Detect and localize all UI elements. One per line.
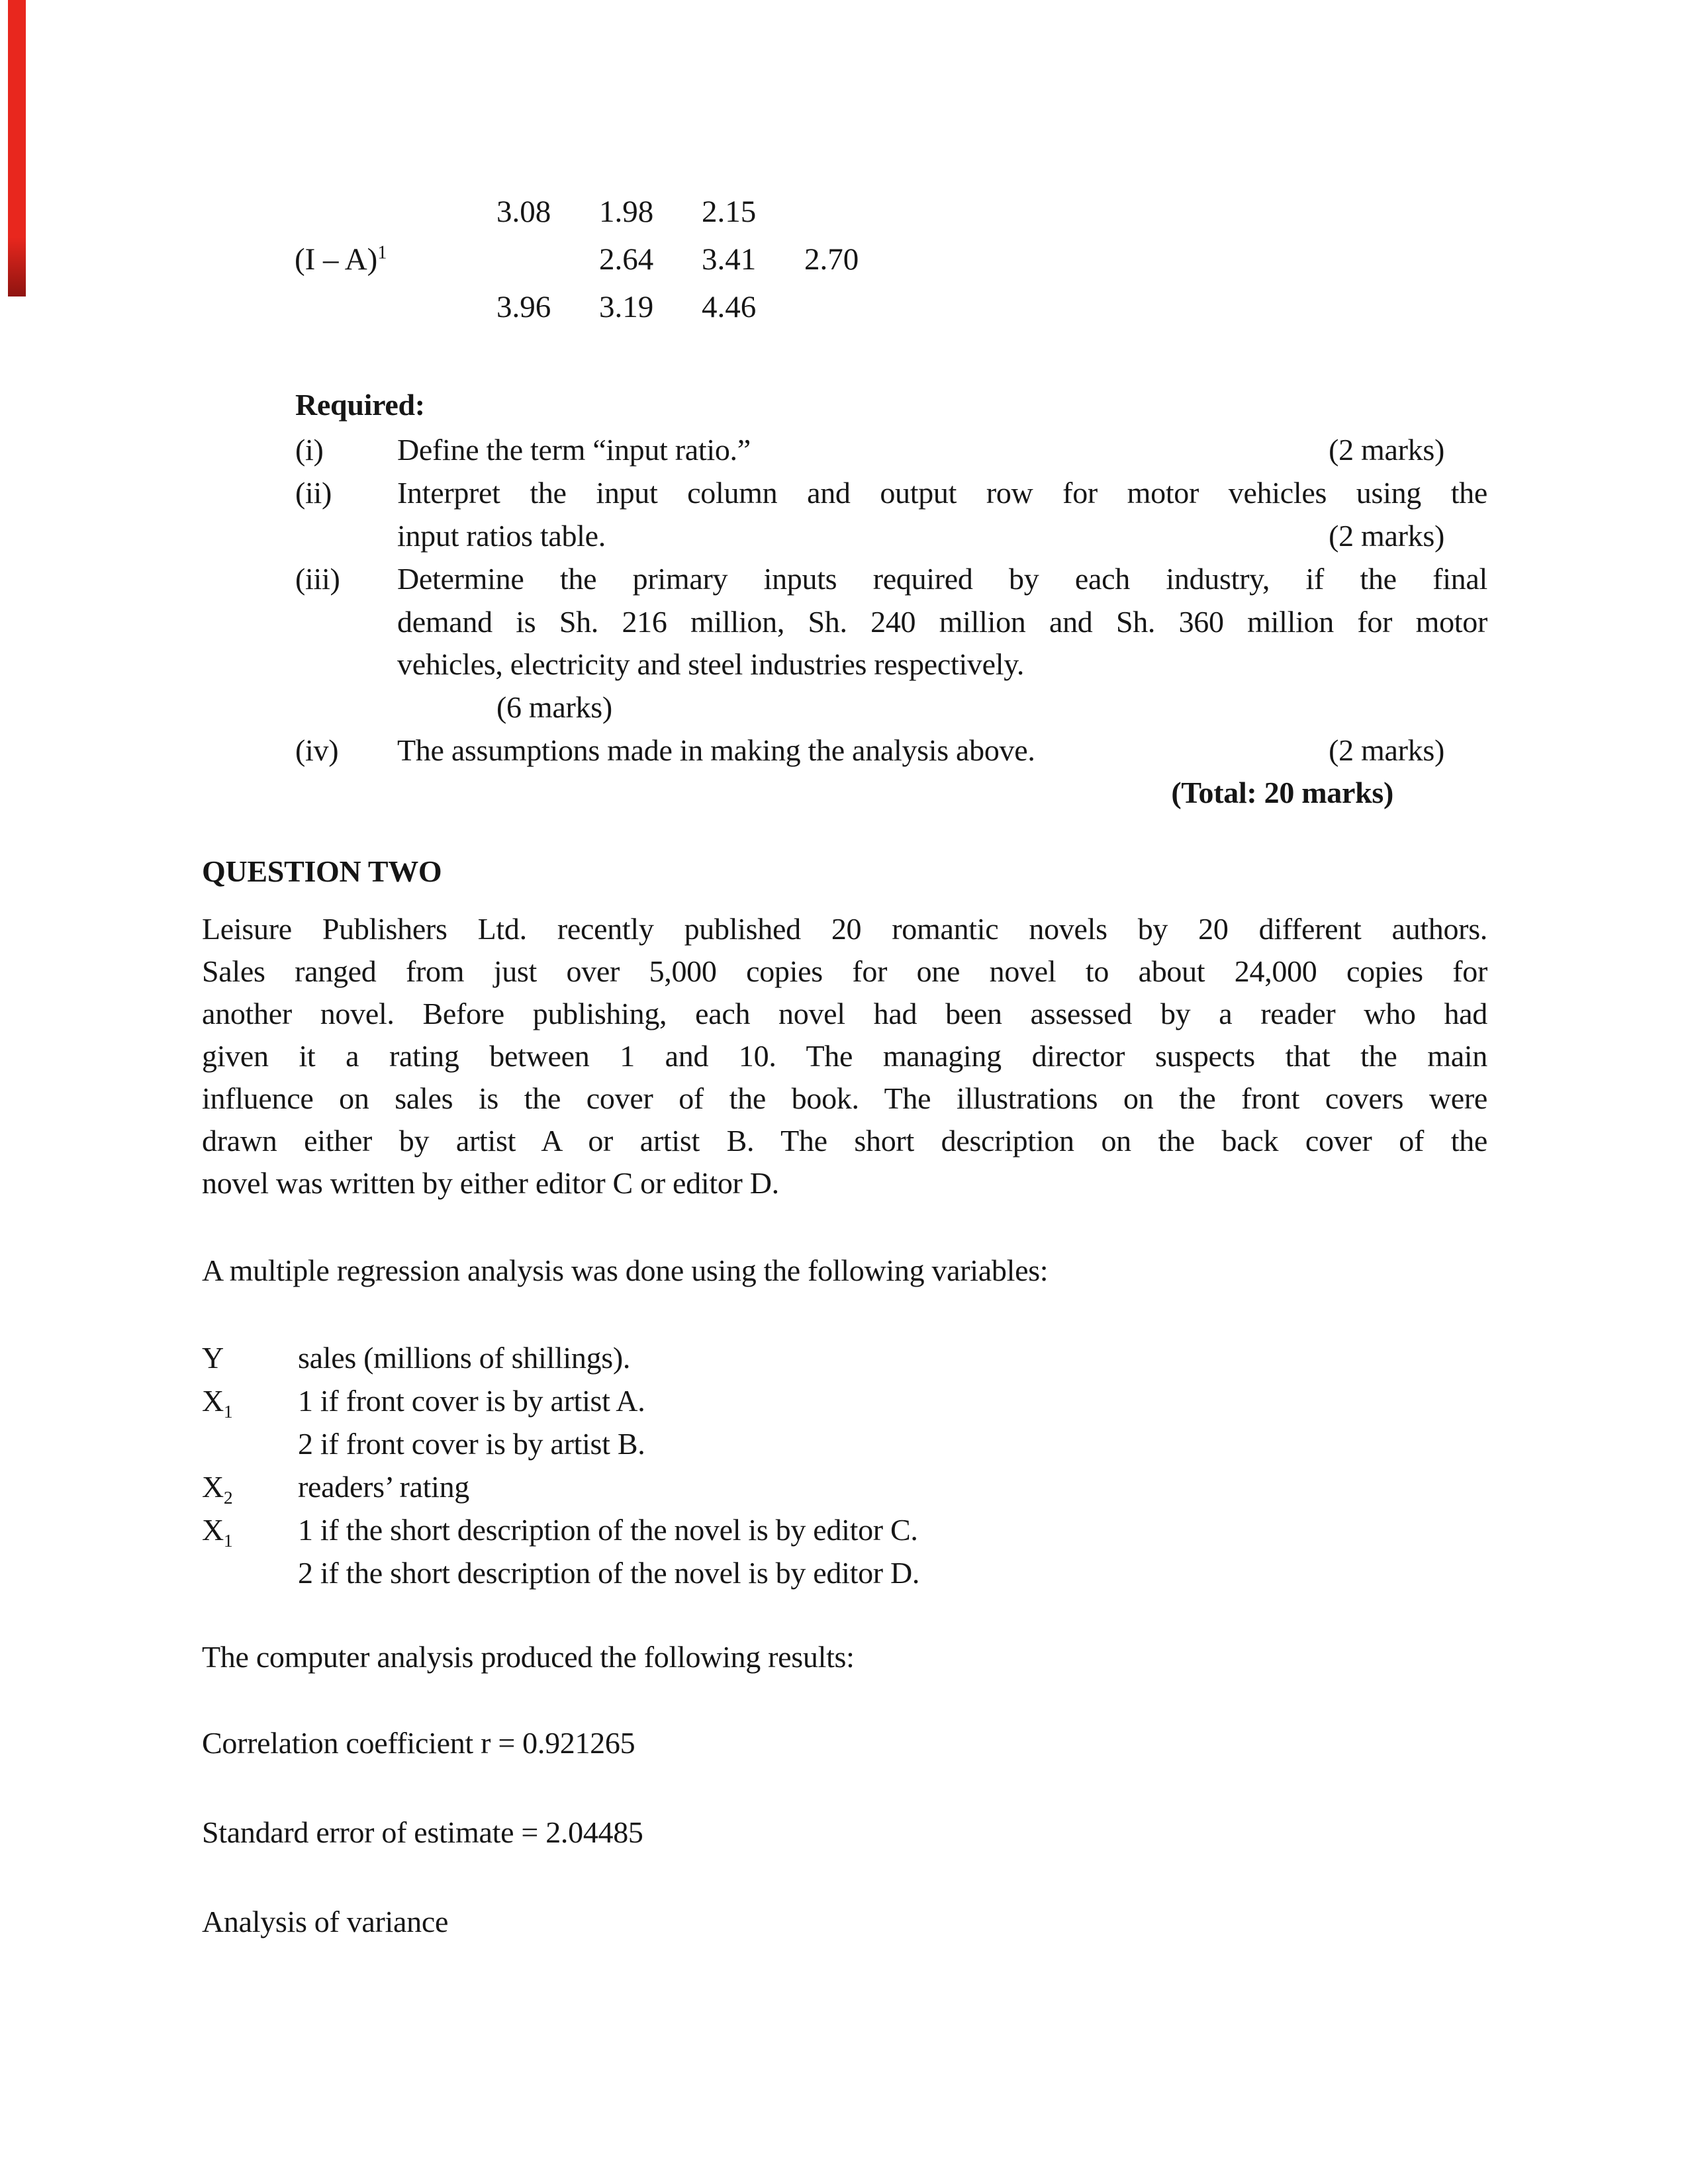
variable-definition: 2 if front cover is by artist B. — [298, 1427, 645, 1461]
variable-symbol: X — [202, 1384, 224, 1418]
variable-definition: 1 if front cover is by artist A. — [298, 1384, 645, 1418]
standard-error: Standard error of estimate = 2.04485 — [202, 1815, 643, 1849]
variable-symbol: X — [202, 1470, 224, 1504]
matrix-cell: 2.64 — [599, 242, 654, 277]
item-line: demand is Sh. 216 million, Sh. 240 million and Sh. 360 million for motor — [397, 605, 1487, 639]
item-number: (i) — [295, 433, 324, 467]
item-number: (ii) — [295, 476, 332, 510]
item-text: Define the term “input ratio.” — [397, 433, 751, 467]
matrix-cell: 3.41 — [702, 242, 757, 277]
question-two-heading: QUESTION TWO — [202, 854, 442, 888]
variable-label — [202, 1380, 232, 1422]
paragraph-line: given it a rating between 1 and 10. The managing director suspects that the main — [202, 1039, 1487, 1073]
marks-label: (2 marks) — [1329, 433, 1444, 467]
regression-intro: A multiple regression analysis was done using the following variables: — [202, 1253, 1049, 1287]
marks-label: (2 marks) — [1329, 519, 1444, 553]
results-intro: The computer analysis produced the following results: — [202, 1640, 855, 1674]
variable-label — [202, 1466, 232, 1508]
variable-definition: sales (millions of shillings). — [298, 1341, 631, 1375]
item-number: (iii) — [295, 562, 340, 596]
matrix-cell: 3.96 — [496, 290, 551, 324]
paragraph-line: Leisure Publishers Ltd. recently published 20 romantic novels by 20 different authors. — [202, 912, 1487, 946]
item-line: Interpret the input column and output row for motor vehicles using the — [397, 476, 1487, 510]
variable-subscript: 1 — [223, 1401, 233, 1422]
matrix-cell: 3.19 — [599, 290, 654, 324]
item-line — [397, 429, 1487, 471]
paragraph-line: novel was written by either editor C or editor D. — [202, 1166, 779, 1200]
paragraph-line: drawn either by artist A or artist B. The short description on the back cover of the — [202, 1124, 1487, 1158]
paragraph-line: another novel. Before publishing, each novel had been assessed by a reader who had — [202, 997, 1487, 1030]
matrix-cell: 1.98 — [599, 195, 654, 229]
total-marks-label: (Total: 20 marks) — [1171, 776, 1393, 809]
matrix-cell: 2.15 — [702, 195, 757, 229]
paragraph-line: Sales ranged from just over 5,000 copies for one novel to about 24,000 copies for — [202, 954, 1487, 988]
red-margin-strip — [8, 0, 26, 296]
matrix-cell: 3.08 — [496, 195, 551, 229]
variable-symbol: Y — [202, 1341, 224, 1375]
item-text: input ratios table. — [397, 519, 606, 553]
variable-label — [202, 1509, 232, 1551]
correlation-coefficient: Correlation coefficient r = 0.921265 — [202, 1726, 635, 1760]
variable-definition: 1 if the short description of the novel is by editor C. — [298, 1513, 918, 1547]
anova-heading: Analysis of variance — [202, 1905, 449, 1938]
matrix-cell: 2.70 — [804, 242, 859, 277]
item-number: (iv) — [295, 733, 339, 767]
matrix-cell: 4.46 — [702, 290, 757, 324]
variable-symbol: X — [202, 1513, 224, 1547]
paragraph-line: influence on sales is the cover of the book. The illustrations on the front covers were — [202, 1081, 1487, 1115]
matrix-label-base: (I – A) — [295, 242, 378, 277]
matrix-label — [295, 238, 387, 281]
item-line — [397, 515, 1487, 557]
variable-definition: 2 if the short description of the novel is by editor D. — [298, 1556, 920, 1590]
variable-label — [202, 1337, 224, 1379]
variable-definition: readers’ rating — [298, 1470, 469, 1504]
marks-label: (6 marks) — [496, 690, 612, 724]
marks-label: (2 marks) — [1329, 733, 1444, 767]
matrix-label-superscript: 1 — [377, 242, 387, 263]
item-line — [397, 729, 1487, 772]
item-line: Determine the primary inputs required by each industry, if the final — [397, 562, 1487, 596]
required-heading: Required: — [295, 388, 425, 422]
variable-subscript: 2 — [223, 1487, 233, 1508]
item-text: The assumptions made in making the analysis above. — [397, 733, 1035, 767]
item-line: vehicles, electricity and steel industries respectively. — [397, 647, 1025, 681]
variable-subscript: 1 — [223, 1530, 233, 1551]
